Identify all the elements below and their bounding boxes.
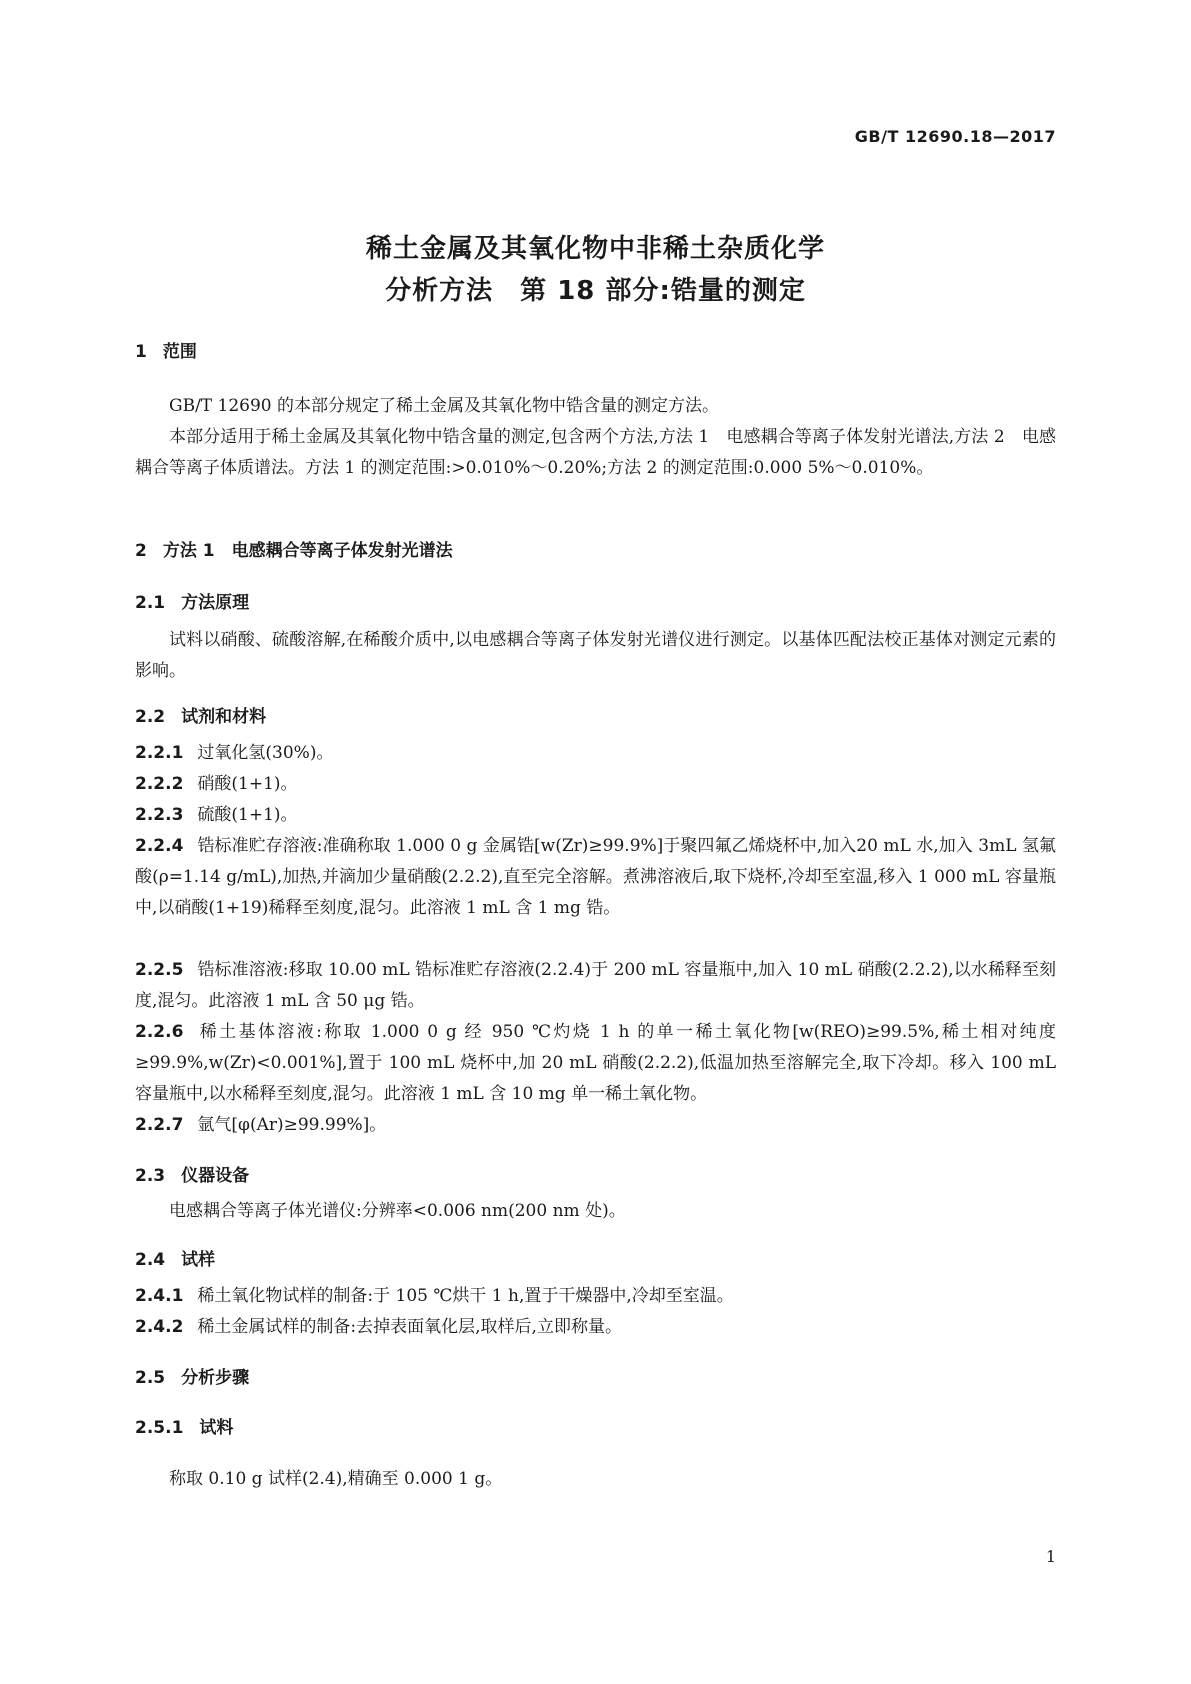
section-1-paragraph-1: GB/T 12690 的本部分规定了稀土金属及其氧化物中锆含量的测定方法。 [169,396,720,416]
clause-2-2-2 [135,769,1056,800]
section-number: 2.2 [135,707,166,727]
page-number: 1 [1045,1547,1056,1566]
section-1-heading [135,337,197,362]
clause-number: 2.2.4 [135,836,184,856]
clause-text: 过氧化氢(30%)。 [197,743,334,763]
clause-text: 硫酸(1+1)。 [197,805,298,825]
section-title: 试样 [181,1250,216,1270]
clause-number: 2.2.7 [135,1115,184,1135]
clause-number: 2.4.1 [135,1286,184,1306]
clause-number: 2.2.2 [135,774,184,794]
section-2-3-paragraph: 电感耦合等离子体光谱仪:分辨率<0.006 nm(200 nm 处)。 [169,1201,626,1221]
clause-number: 2.2.6 [135,1022,184,1042]
section-number: 2 [135,541,147,561]
section-2-5-heading [135,1363,249,1388]
section-number: 2.3 [135,1166,166,1186]
section-title: 试剂和材料 [181,707,267,727]
section-number: 2.1 [135,593,166,613]
clause-2-4-2 [135,1312,1056,1343]
clause-text: 氩气[φ(Ar)≥99.99%]。 [197,1115,387,1135]
section-title: 试料 [199,1418,234,1438]
clause-text: 稀土基体溶液:称取 1.000 0 g 经 950 ℃灼烧 1 h 的单一稀土氧化物[w(REO)≥99.5%,稀土相对纯度≥99.9%,w(Zr)<0.001%],置于 100 mL 烧杯中,加 20 mL 硝酸(2.2.2),低温加热至溶解完全,取下冷却。移入 100 mL 容量瓶中,以水稀释至刻度,混匀。此溶液 1 mL 含 10 mg 单一稀土氧化物。 [135,1022,1056,1104]
clause-2-2-6 [135,1017,1056,1110]
section-2-3-heading [135,1161,249,1186]
clause-number: 2.4.2 [135,1317,184,1337]
section-number: 2.4 [135,1250,166,1270]
section-2-5-1-heading [135,1413,233,1438]
clause-text: 稀土氧化物试样的制备:于 105 ℃烘干 1 h,置于干燥器中,冷却至室温。 [197,1286,734,1306]
section-number: 1 [135,342,147,362]
section-2-1-heading [135,588,249,613]
clause-2-4-1 [135,1281,1056,1312]
section-2-2-heading [135,702,266,727]
section-2-heading [135,536,453,561]
section-title: 分析步骤 [181,1368,250,1388]
section-title: 方法原理 [181,593,250,613]
section-2-4-heading [135,1245,215,1270]
clause-2-2-3 [135,800,1056,831]
clause-2-2-5 [135,955,1056,1017]
clause-2-2-1 [135,738,1056,769]
clause-text: 锆标准溶液:移取 10.00 mL 锆标准贮存溶液(2.2.4)于 200 mL 容量瓶中,加入 10 mL 硝酸(2.2.2),以水稀释至刻度,混匀。此溶液 1 mL 含 50 μg 锆。 [135,960,1056,1011]
section-number: 2.5.1 [135,1418,184,1438]
title-line-2: 分析方法 第 18 部分:锆量的测定 [385,276,806,306]
clause-number: 2.2.3 [135,805,184,825]
title-line-1: 稀土金属及其氧化物中非稀土杂质化学 [365,234,825,264]
section-number: 2.5 [135,1368,166,1388]
section-title: 方法 1 电感耦合等离子体发射光谱法 [162,541,453,561]
clause-2-2-7 [135,1110,1056,1141]
section-1-paragraph-2: 本部分适用于稀土金属及其氧化物中锆含量的测定,包含两个方法,方法 1 电感耦合等离子体发射光谱法,方法 2 电感耦合等离子体质谱法。方法 1 的测定范围:>0.010%～0.20%;方法 2 的测定范围:0.000 5%～0.010%。 [135,427,1056,478]
section-2-1-paragraph: 试料以硝酸、硫酸溶解,在稀酸介质中,以电感耦合等离子体发射光谱仪进行测定。以基体匹配法校正基体对测定元素的影响。 [135,630,1056,681]
clause-text: 锆标准贮存溶液:准确称取 1.000 0 g 金属锆[w(Zr)≥99.9%]于聚四氟乙烯烧杯中,加入20 mL 水,加入 3mL 氢氟酸(ρ=1.14 g/mL),加热,并滴加少量硝酸(2.2.2),直至完全溶解。煮沸溶液后,取下烧杯,冷却至室温,移入 1 000 mL 容量瓶中,以硝酸(1+19)稀释至刻度,混匀。此溶液 1 mL 含 1 mg 锆。 [135,836,1056,918]
section-title: 仪器设备 [181,1166,250,1186]
clause-text: 稀土金属试样的制备:去掉表面氧化层,取样后,立即称量。 [197,1317,622,1337]
section-2-5-1-paragraph: 称取 0.10 g 试样(2.4),精确至 0.000 1 g。 [169,1469,503,1489]
clause-text: 硝酸(1+1)。 [197,774,298,794]
section-title: 范围 [162,342,197,362]
clause-number: 2.2.1 [135,743,184,763]
standard-code: GB/T 12690.18—2017 [854,127,1056,146]
clause-number: 2.2.5 [135,960,184,980]
document-title [0,228,1191,312]
clause-2-2-4 [135,831,1056,924]
